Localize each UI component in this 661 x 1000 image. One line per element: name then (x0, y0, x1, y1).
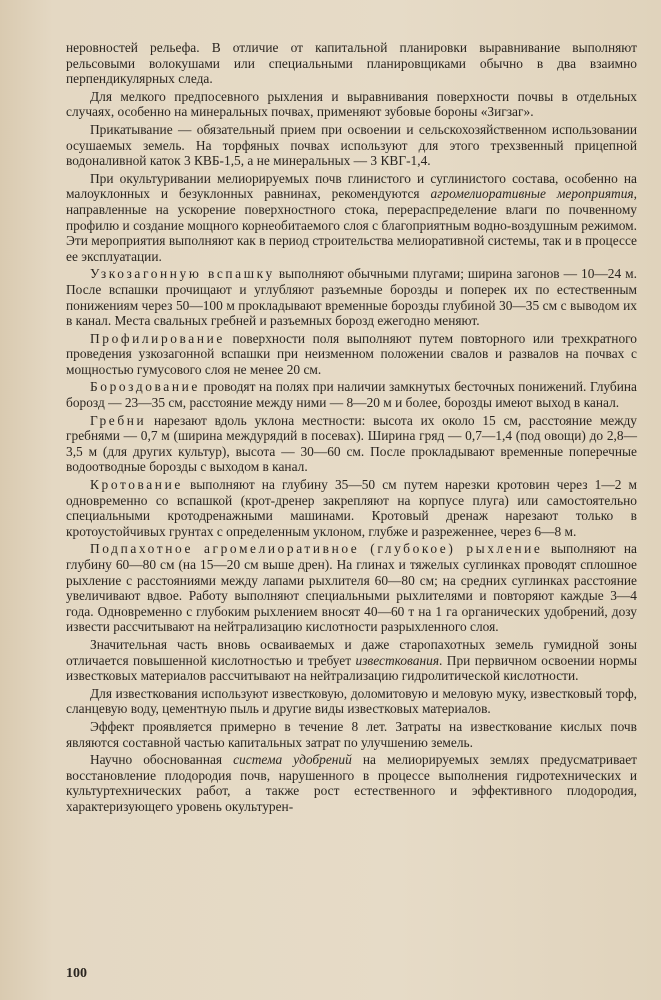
italic-term: известкования (355, 652, 440, 668)
text-run: нарезают вдоль уклона местности: высота их около 15 см, расстояние между гребнями — 0,7 м (ширина междурядий в посевах). Ширина гряд — 0,7—1,4 (под овощи) до 2,8—3,5 м (для других культур), высота — 30—60 см. После прокладывают временные поперечные водоотводные борозды с выходом в канал. (66, 412, 637, 475)
spaced-term: Узкозагонную вспашку (90, 266, 275, 282)
text-run: Значительная часть вновь осваиваемых и даже старопахотных земель гумидной зоны отличается повышенной кислотностью и требует (66, 636, 637, 668)
spaced-term: Гребни (90, 412, 147, 428)
paragraph (66, 331, 637, 378)
paragraph (66, 89, 637, 120)
paragraph (66, 541, 637, 635)
text-run: выполняют на глубину 60—80 см (на 15—20 см выше дрен). На глинах и тяжелых суглинках проводят сплошное рыхление с расстояниями между лапами рыхлителя 60—80 см; на средних суглинках расстояние увеличивают вдвое. Работу выполняют специальными рыхлителями и повторяют каждые 3—4 года. Одновременно с глубоким рыхлением вносят 40—60 т на 1 га органических удобрений, дозу извести рассчитывают на нейтрализацию кислотности разрыхленного слоя. (66, 541, 638, 635)
text-run: Для мелкого предпосевного рыхления и выравнивания поверхности почвы в отдельных случаях, особенно на минеральных почвах, применяют зубовые бороны «Зигзаг». (66, 88, 637, 120)
spaced-term: Профилирование (90, 330, 225, 346)
paragraph (66, 477, 637, 539)
paragraph (66, 752, 637, 814)
text-run: выполняют обычными плугами; ширина загонов — 10—24 м. После вспашки прочищают и углубляют разъемные борозды и поперек их по естественным понижениям через 50—100 м прокладывают временные борозды глубиной 30—35 см с выводом их в канал. Места свальных гребней и разъемных борозд ежегодно меняют. (66, 266, 637, 329)
paragraph (66, 719, 637, 750)
text-run: на мелиорируемых землях предусматривает восстановление плодородия почв, нарушенного в процессе выполнения гидротехнических и культуртехнических работ, а также рост естественного и эффективного плодородия, характеризующего уровень окультурен- (66, 752, 637, 814)
body-text (66, 40, 637, 815)
text-run: выполняют на глубину 35—50 см путем нарезки кротовин через 1—2 м одновременно со вспашкой (крот-дренер закрепляют на корпусе плуга) или самостоятельно специальными кротодренажными машинами. Кротовый дренаж нарезают только в кротоустойчивых грунтах с определенным уклоном, глубже и разреженнее, через 6—8 м. (66, 477, 637, 539)
page-number: 100 (66, 966, 87, 981)
italic-term: агромелиоративные мероприятия (430, 186, 634, 202)
paragraph (66, 266, 637, 328)
text-run: Для известкования используют известковую, доломитовую и меловую муку, известковый торф, сланцевую воду, цементную пыль и другие виды известковых материалов. (66, 685, 637, 717)
spaced-term: Бороздование (90, 379, 200, 395)
paragraph (66, 637, 637, 684)
paragraph (66, 122, 637, 169)
paragraph (66, 379, 637, 410)
paragraph (66, 413, 637, 475)
paragraph (66, 171, 637, 265)
text-run: . При первичном освоении нормы известковых материалов рассчитывают на нейтрализацию гидролитической кислотности. (66, 652, 637, 684)
italic-term: система удобрений (233, 752, 352, 768)
text-run: Научно обоснованная (90, 752, 234, 768)
text-run: поверхности поля выполняют путем повторного или трехкратного проведения узкозагонной вспашки при неизменном положении свалов и развалов на почвах с мощностью гумусового слоя не менее 20 см. (66, 330, 637, 377)
text-run: проводят на полях при наличии замкнутых бесточных понижений. Глубина борозд — 23—35 см, расстояние между ними — 8—20 м и более, борозды имеют выход в канал. (66, 379, 637, 411)
paragraph (66, 40, 637, 87)
text-run: Прикатывание — обязательный прием при освоении и сельскохозяйственном использовании осушаемых земель. На торфяных почвах используют для этого трехзвенный прицепной водоналивной каток 3 КВБ-1,5, а не минеральных — 3 КВГ-1,4. (66, 121, 637, 169)
text-run: Эффект проявляется примерно в течение 8 лет. Затраты на известкование кислых почв являются составной частью капитальных затрат по улучшению земель. (66, 718, 637, 750)
spaced-term: Кротование (90, 477, 183, 493)
paragraph (66, 686, 637, 717)
spaced-term: Подпахотное агромелиоративное (глубокое) рыхление (90, 541, 543, 557)
text-run: При окультуривании мелиорируемых почв глинистого и суглинистого состава, особенно на малоуклонных и безуклонных равнинах, рекомендуются (66, 170, 637, 202)
text-run: неровностей рельефа. В отличие от капитальной планировки выравнивание выполняют рельсовыми волокушами или специальными планировщиками обычно в два взаимно перпендикулярных следа. (66, 40, 637, 87)
text-run: , направленные на ускорение поверхностного стока, перераспределение влаги по почвенному профилю и создание мощного корнеобитаемого слоя с благоприятным водно-воздушным режимом. Эти мероприятия выполняют как в период строительства мелиоративной системы, так и в процессе ее эксплуатации. (66, 186, 638, 264)
